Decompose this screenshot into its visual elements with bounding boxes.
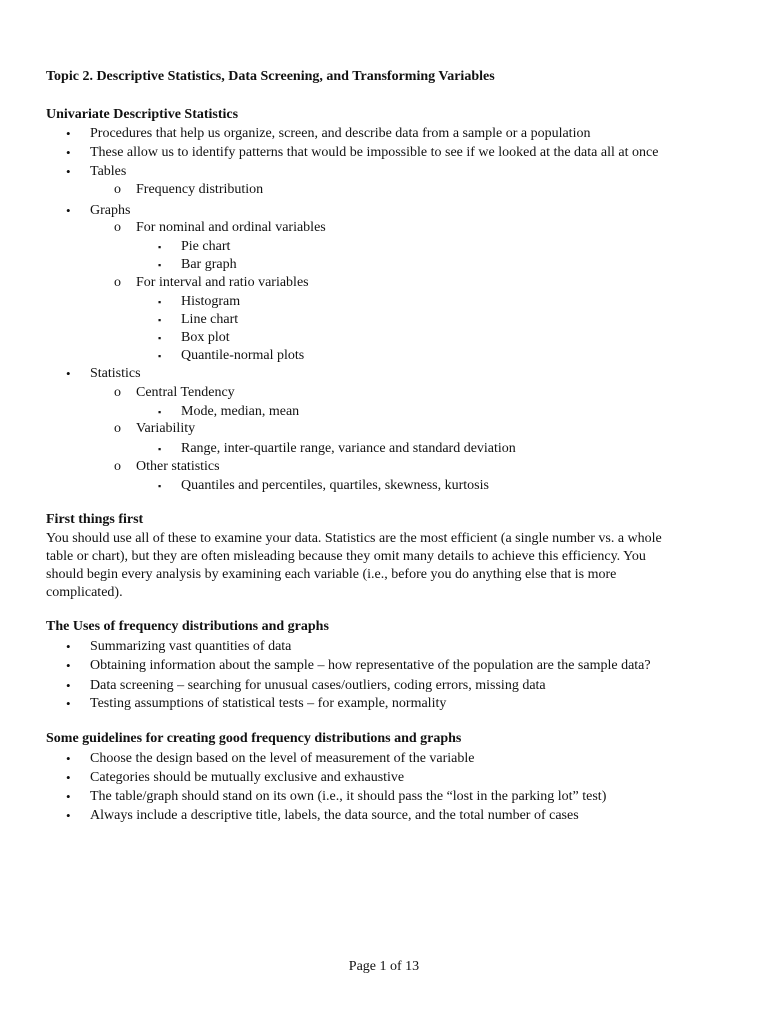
list-item: Always include a descriptive title, labels, the data source, and the total number of cases bbox=[90, 808, 579, 823]
list-item: Tables bbox=[90, 164, 127, 179]
list-item: Quantile-normal plots bbox=[181, 348, 305, 363]
list-item: Procedures that help us organize, screen, and describe data from a sample or a population bbox=[90, 126, 591, 141]
paragraph-line: complicated). bbox=[46, 585, 123, 600]
document-title: Topic 2. Descriptive Statistics, Data Screening, and Transforming Variables bbox=[46, 69, 495, 84]
bullet-l1: • bbox=[66, 751, 71, 766]
paragraph-line: table or chart), but they are often misleading because they omit many details to achieve this efficiency. You bbox=[46, 549, 646, 564]
bullet-l3: ▪ bbox=[158, 242, 162, 252]
list-item: Categories should be mutually exclusive and exhaustive bbox=[90, 770, 405, 785]
list-item: For nominal and ordinal variables bbox=[136, 220, 326, 235]
bullet-l1: • bbox=[66, 639, 71, 654]
list-item: Pie chart bbox=[181, 239, 231, 254]
bullet-l3: ▪ bbox=[158, 481, 162, 491]
bullet-l3: ▪ bbox=[158, 315, 162, 325]
bullet-l2: o bbox=[114, 275, 121, 290]
list-item: Frequency distribution bbox=[136, 182, 264, 197]
paragraph-line: should begin every analysis by examining each variable (i.e., before you do anything else that is more bbox=[46, 567, 617, 582]
paragraph-line: You should use all of these to examine your data. Statistics are the most efficient (a single number vs. a whole bbox=[46, 531, 662, 546]
section-heading-first-things: First things first bbox=[46, 512, 144, 527]
list-item: Central Tendency bbox=[136, 385, 235, 400]
section-heading-guidelines: Some guidelines for creating good frequency distributions and graphs bbox=[46, 731, 462, 746]
bullet-l3: ▪ bbox=[158, 333, 162, 343]
list-item: Range, inter-quartile range, variance and standard deviation bbox=[181, 441, 516, 456]
bullet-l3: ▪ bbox=[158, 297, 162, 307]
bullet-l2: o bbox=[114, 182, 121, 197]
list-item: Line chart bbox=[181, 312, 239, 327]
bullet-l2: o bbox=[114, 385, 121, 400]
section-heading-uses: The Uses of frequency distributions and graphs bbox=[46, 619, 329, 634]
list-item: For interval and ratio variables bbox=[136, 275, 309, 290]
list-item: Quantiles and percentiles, quartiles, skewness, kurtosis bbox=[181, 478, 489, 493]
list-item: Summarizing vast quantities of data bbox=[90, 639, 292, 654]
bullet-l1: • bbox=[66, 789, 71, 804]
list-item: Bar graph bbox=[181, 257, 237, 272]
list-item: Statistics bbox=[90, 366, 141, 381]
bullet-l1: • bbox=[66, 658, 71, 673]
bullet-l1: • bbox=[66, 696, 71, 711]
bullet-l2: o bbox=[114, 421, 121, 436]
bullet-l3: ▪ bbox=[158, 444, 162, 454]
list-item: Choose the design based on the level of measurement of the variable bbox=[90, 751, 475, 766]
bullet-l1: • bbox=[66, 164, 71, 179]
bullet-l1: • bbox=[66, 145, 71, 160]
list-item: Other statistics bbox=[136, 459, 220, 474]
page-footer: Page 1 of 13 bbox=[348, 959, 420, 974]
list-item: Mode, median, mean bbox=[181, 404, 300, 419]
bullet-l1: • bbox=[66, 808, 71, 823]
list-item: Testing assumptions of statistical tests – for example, normality bbox=[90, 696, 447, 711]
bullet-l3: ▪ bbox=[158, 260, 162, 270]
bullet-l1: • bbox=[66, 203, 71, 218]
list-item: These allow us to identify patterns that would be impossible to see if we looked at the data all at once bbox=[90, 145, 659, 160]
bullet-l1: • bbox=[66, 770, 71, 785]
list-item: Box plot bbox=[181, 330, 230, 345]
bullet-l3: ▪ bbox=[158, 407, 162, 417]
bullet-l3: ▪ bbox=[158, 351, 162, 361]
list-item: Obtaining information about the sample – how representative of the population are the sample data? bbox=[90, 658, 651, 673]
bullet-l2: o bbox=[114, 220, 121, 235]
bullet-l1: • bbox=[66, 126, 71, 141]
section-heading-univariate: Univariate Descriptive Statistics bbox=[46, 107, 239, 122]
bullet-l1: • bbox=[66, 366, 71, 381]
bullet-l1: • bbox=[66, 678, 71, 693]
list-item: The table/graph should stand on its own (i.e., it should pass the “lost in the parking lot” test) bbox=[90, 789, 607, 804]
bullet-l2: o bbox=[114, 459, 121, 474]
list-item: Data screening – searching for unusual cases/outliers, coding errors, missing data bbox=[90, 678, 546, 693]
list-item: Histogram bbox=[181, 294, 241, 309]
list-item: Graphs bbox=[90, 203, 131, 218]
list-item: Variability bbox=[136, 421, 196, 436]
